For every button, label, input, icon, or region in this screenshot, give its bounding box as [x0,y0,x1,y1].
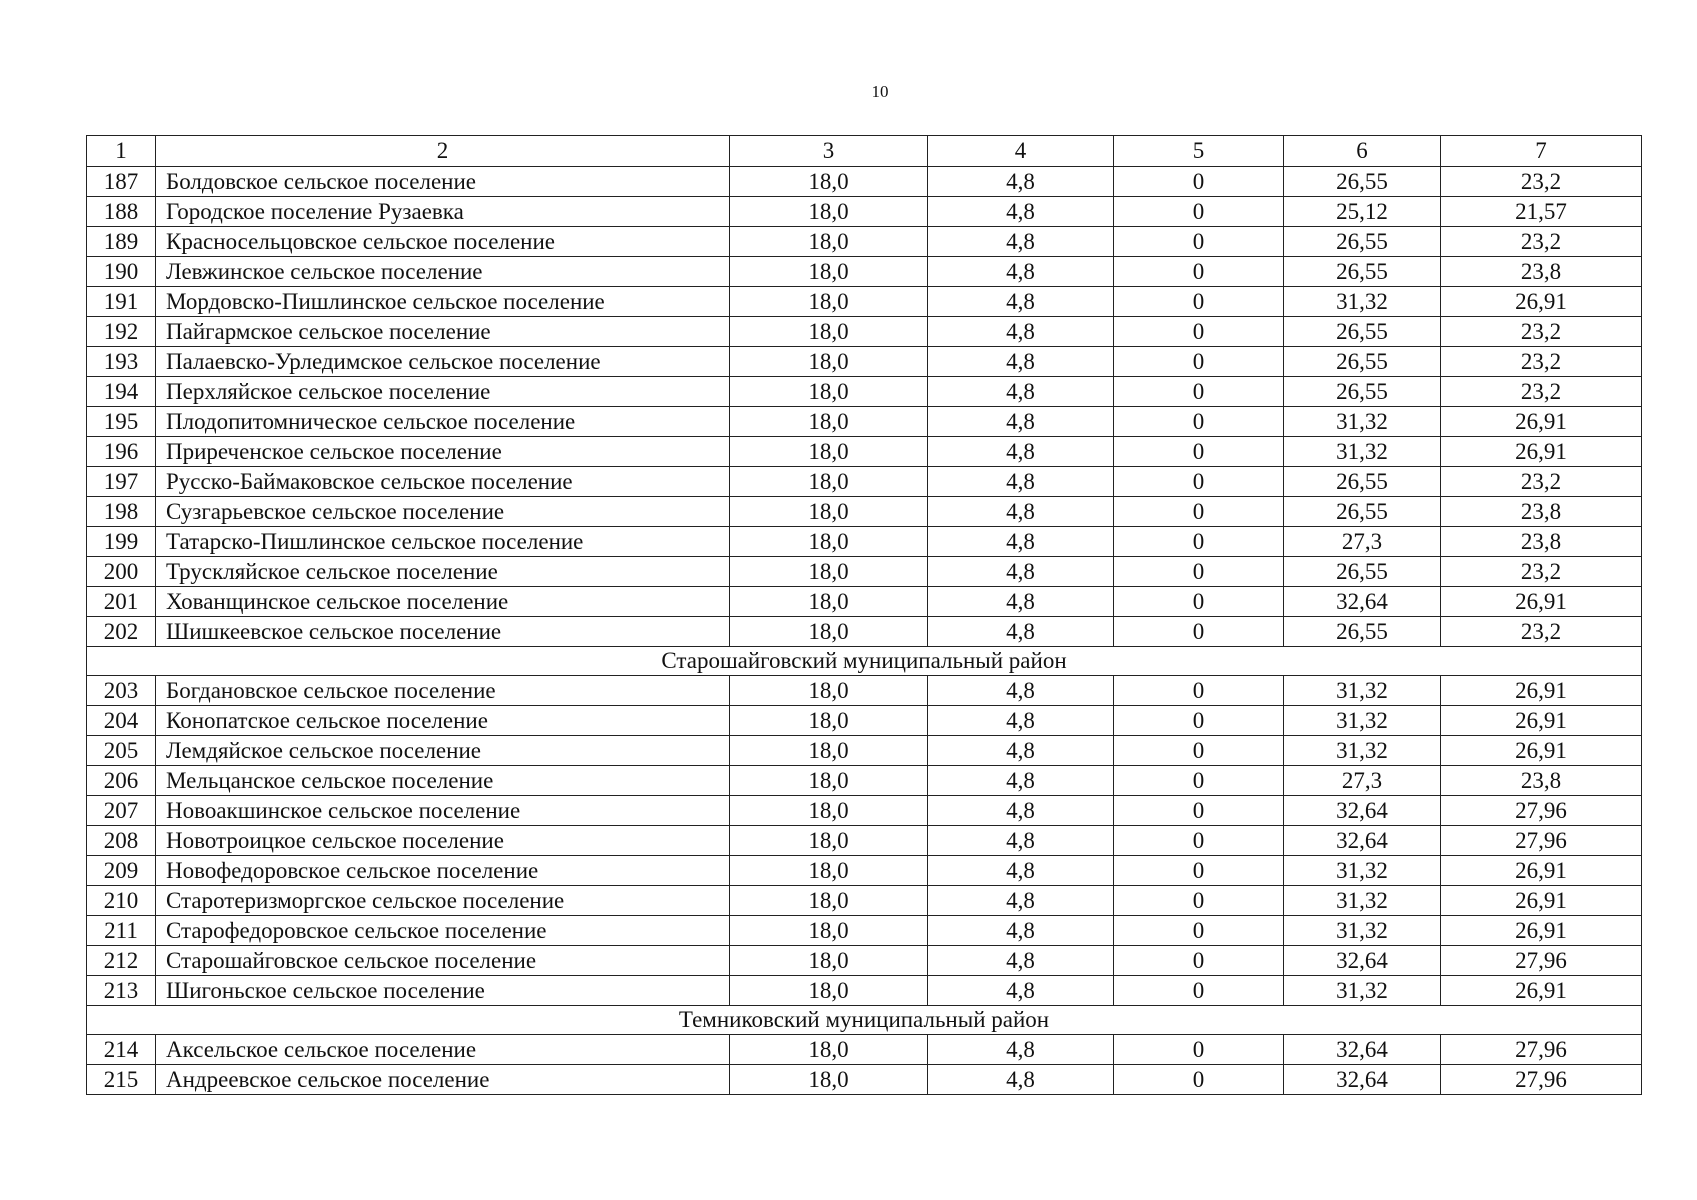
table-row [87,407,1642,437]
settlement-name: Хованщинское сельское поселение [156,587,730,617]
value-col-5: 0 [1114,736,1284,766]
value-col-5: 0 [1114,467,1284,497]
value-col-4: 4,8 [928,287,1114,317]
row-number: 202 [87,617,156,647]
section-header-row [87,1006,1642,1035]
settlement-name: Трускляйское сельское поселение [156,557,730,587]
value-col-7: 23,2 [1441,467,1642,497]
value-col-5: 0 [1114,557,1284,587]
value-col-7: 26,91 [1441,437,1642,467]
value-col-4: 4,8 [928,407,1114,437]
row-number: 194 [87,377,156,407]
settlement-name: Новотроицкое сельское поселение [156,826,730,856]
table-row [87,287,1642,317]
value-col-4: 4,8 [928,377,1114,407]
value-col-6: 31,32 [1284,916,1441,946]
value-col-6: 32,64 [1284,826,1441,856]
value-col-6: 26,55 [1284,377,1441,407]
settlement-name: Палаевско-Урледимское сельское поселение [156,347,730,377]
value-col-5: 0 [1114,766,1284,796]
value-col-3: 18,0 [730,736,928,766]
value-col-7: 23,8 [1441,257,1642,287]
value-col-5: 0 [1114,617,1284,647]
value-col-7: 21,57 [1441,197,1642,227]
value-col-6: 31,32 [1284,676,1441,706]
table-row [87,437,1642,467]
table-row [87,617,1642,647]
value-col-3: 18,0 [730,497,928,527]
row-number: 211 [87,916,156,946]
table-row [87,1065,1642,1095]
table-row [87,167,1642,197]
table-row [87,676,1642,706]
row-number: 191 [87,287,156,317]
value-col-7: 23,2 [1441,317,1642,347]
value-col-6: 26,55 [1284,257,1441,287]
value-col-5: 0 [1114,287,1284,317]
settlement-name: Старотеризморгское сельское поселение [156,886,730,916]
value-col-4: 4,8 [928,167,1114,197]
row-number: 188 [87,197,156,227]
value-col-4: 4,8 [928,1065,1114,1095]
settlement-name: Русско-Баймаковское сельское поселение [156,467,730,497]
value-col-3: 18,0 [730,1035,928,1065]
value-col-4: 4,8 [928,587,1114,617]
value-col-7: 23,8 [1441,766,1642,796]
value-col-3: 18,0 [730,916,928,946]
value-col-7: 26,91 [1441,706,1642,736]
row-number: 203 [87,676,156,706]
value-col-4: 4,8 [928,766,1114,796]
row-number: 206 [87,766,156,796]
settlement-name: Сузгарьевское сельское поселение [156,497,730,527]
value-col-5: 0 [1114,946,1284,976]
value-col-5: 0 [1114,257,1284,287]
value-col-5: 0 [1114,527,1284,557]
table-row [87,377,1642,407]
value-col-3: 18,0 [730,856,928,886]
settlement-name: Старофедоровское сельское поселение [156,916,730,946]
value-col-7: 23,2 [1441,557,1642,587]
value-col-4: 4,8 [928,886,1114,916]
table-row [87,736,1642,766]
value-col-5: 0 [1114,826,1284,856]
value-col-4: 4,8 [928,527,1114,557]
table-row [87,467,1642,497]
settlement-name: Лемдяйское сельское поселение [156,736,730,766]
value-col-4: 4,8 [928,467,1114,497]
value-col-5: 0 [1114,706,1284,736]
row-number: 215 [87,1065,156,1095]
value-col-6: 25,12 [1284,197,1441,227]
value-col-6: 32,64 [1284,587,1441,617]
value-col-3: 18,0 [730,527,928,557]
settlement-name: Новоакшинское сельское поселение [156,796,730,826]
value-col-6: 26,55 [1284,467,1441,497]
value-col-6: 26,55 [1284,617,1441,647]
row-number: 204 [87,706,156,736]
value-col-5: 0 [1114,587,1284,617]
value-col-4: 4,8 [928,1035,1114,1065]
value-col-7: 23,2 [1441,227,1642,257]
settlement-name: Аксельское сельское поселение [156,1035,730,1065]
value-col-6: 31,32 [1284,706,1441,736]
value-col-4: 4,8 [928,856,1114,886]
value-col-4: 4,8 [928,796,1114,826]
value-col-4: 4,8 [928,227,1114,257]
value-col-5: 0 [1114,676,1284,706]
settlement-name: Старошайговское сельское поселение [156,946,730,976]
table-row [87,347,1642,377]
table-row [87,317,1642,347]
value-col-3: 18,0 [730,377,928,407]
value-col-6: 32,64 [1284,1035,1441,1065]
section-header-row [87,647,1642,676]
column-header: 7 [1441,136,1642,167]
value-col-7: 26,91 [1441,676,1642,706]
row-number: 199 [87,527,156,557]
settlement-name: Приреченское сельское поселение [156,437,730,467]
column-header: 5 [1114,136,1284,167]
value-col-3: 18,0 [730,796,928,826]
value-col-3: 18,0 [730,287,928,317]
value-col-6: 32,64 [1284,1065,1441,1095]
row-number: 193 [87,347,156,377]
settlement-name: Мордовско-Пишлинское сельское поселение [156,287,730,317]
value-col-4: 4,8 [928,946,1114,976]
value-col-5: 0 [1114,796,1284,826]
value-col-3: 18,0 [730,317,928,347]
value-col-5: 0 [1114,1065,1284,1095]
value-col-3: 18,0 [730,407,928,437]
column-header: 2 [156,136,730,167]
table-row [87,796,1642,826]
value-col-6: 26,55 [1284,497,1441,527]
value-col-6: 27,3 [1284,766,1441,796]
value-col-5: 0 [1114,976,1284,1006]
value-col-3: 18,0 [730,347,928,377]
value-col-5: 0 [1114,916,1284,946]
value-col-4: 4,8 [928,557,1114,587]
value-col-7: 26,91 [1441,407,1642,437]
value-col-7: 23,2 [1441,347,1642,377]
value-col-3: 18,0 [730,976,928,1006]
value-col-7: 26,91 [1441,886,1642,916]
value-col-5: 0 [1114,407,1284,437]
row-number: 208 [87,826,156,856]
value-col-4: 4,8 [928,736,1114,766]
value-col-3: 18,0 [730,167,928,197]
value-col-4: 4,8 [928,706,1114,736]
data-table [86,135,1642,1095]
value-col-5: 0 [1114,437,1284,467]
value-col-7: 26,91 [1441,916,1642,946]
row-number: 189 [87,227,156,257]
value-col-3: 18,0 [730,1065,928,1095]
value-col-6: 26,55 [1284,557,1441,587]
value-col-4: 4,8 [928,916,1114,946]
value-col-4: 4,8 [928,826,1114,856]
settlement-name: Шигоньское сельское поселение [156,976,730,1006]
value-col-3: 18,0 [730,197,928,227]
settlement-name: Мельцанское сельское поселение [156,766,730,796]
value-col-4: 4,8 [928,676,1114,706]
row-number: 198 [87,497,156,527]
settlement-name: Перхляйское сельское поселение [156,377,730,407]
page-number: 10 [871,82,889,101]
value-col-6: 31,32 [1284,736,1441,766]
value-col-5: 0 [1114,497,1284,527]
settlement-name: Богдановское сельское поселение [156,676,730,706]
value-col-7: 26,91 [1441,587,1642,617]
value-col-7: 23,2 [1441,167,1642,197]
value-col-7: 27,96 [1441,1035,1642,1065]
value-col-7: 27,96 [1441,946,1642,976]
value-col-5: 0 [1114,886,1284,916]
value-col-7: 23,2 [1441,377,1642,407]
value-col-3: 18,0 [730,617,928,647]
value-col-7: 27,96 [1441,1065,1642,1095]
row-number: 205 [87,736,156,766]
column-header: 6 [1284,136,1441,167]
table-row [87,1035,1642,1065]
value-col-7: 23,8 [1441,527,1642,557]
value-col-3: 18,0 [730,706,928,736]
table-row [87,587,1642,617]
table-row [87,527,1642,557]
value-col-3: 18,0 [730,257,928,287]
value-col-6: 31,32 [1284,856,1441,886]
value-col-6: 31,32 [1284,976,1441,1006]
value-col-5: 0 [1114,167,1284,197]
row-number: 187 [87,167,156,197]
row-number: 200 [87,557,156,587]
value-col-4: 4,8 [928,976,1114,1006]
value-col-7: 26,91 [1441,976,1642,1006]
value-col-3: 18,0 [730,886,928,916]
value-col-7: 26,91 [1441,287,1642,317]
row-number: 212 [87,946,156,976]
value-col-7: 27,96 [1441,796,1642,826]
settlement-name: Левжинское сельское поселение [156,257,730,287]
settlement-name: Новофедоровское сельское поселение [156,856,730,886]
value-col-3: 18,0 [730,766,928,796]
value-col-4: 4,8 [928,197,1114,227]
row-number: 214 [87,1035,156,1065]
row-number: 209 [87,856,156,886]
table-row [87,946,1642,976]
table-row [87,886,1642,916]
settlement-name: Городское поселение Рузаевка [156,197,730,227]
value-col-6: 31,32 [1284,886,1441,916]
table-row [87,826,1642,856]
value-col-6: 26,55 [1284,317,1441,347]
table-row [87,227,1642,257]
table-row [87,706,1642,736]
section-title: Старошайговский муниципальный район [87,647,1642,676]
value-col-6: 32,64 [1284,796,1441,826]
value-col-3: 18,0 [730,676,928,706]
value-col-4: 4,8 [928,317,1114,347]
row-number: 207 [87,796,156,826]
value-col-4: 4,8 [928,617,1114,647]
row-number: 213 [87,976,156,1006]
settlement-name: Болдовское сельское поселение [156,167,730,197]
row-number: 210 [87,886,156,916]
settlement-name: Конопатское сельское поселение [156,706,730,736]
table-row [87,976,1642,1006]
settlement-name: Андреевское сельское поселение [156,1065,730,1095]
value-col-4: 4,8 [928,257,1114,287]
value-col-7: 23,8 [1441,497,1642,527]
table-body [87,136,1642,1095]
settlement-name: Пайгармское сельское поселение [156,317,730,347]
value-col-5: 0 [1114,317,1284,347]
settlement-name: Татарско-Пишлинское сельское поселение [156,527,730,557]
value-col-3: 18,0 [730,467,928,497]
value-col-3: 18,0 [730,587,928,617]
section-title: Темниковский муниципальный район [87,1006,1642,1035]
column-header: 1 [87,136,156,167]
value-col-6: 31,32 [1284,287,1441,317]
value-col-4: 4,8 [928,437,1114,467]
value-col-3: 18,0 [730,946,928,976]
value-col-6: 27,3 [1284,527,1441,557]
value-col-4: 4,8 [928,347,1114,377]
settlement-name: Красносельцовское сельское поселение [156,227,730,257]
table-row [87,856,1642,886]
table-header-row [87,136,1642,167]
value-col-6: 31,32 [1284,407,1441,437]
value-col-7: 26,91 [1441,856,1642,886]
table-row [87,557,1642,587]
row-number: 195 [87,407,156,437]
value-col-7: 26,91 [1441,736,1642,766]
value-col-5: 0 [1114,227,1284,257]
settlement-name: Шишкеевское сельское поселение [156,617,730,647]
value-col-5: 0 [1114,1035,1284,1065]
table-row [87,497,1642,527]
value-col-6: 26,55 [1284,347,1441,377]
row-number: 197 [87,467,156,497]
value-col-3: 18,0 [730,227,928,257]
value-col-6: 26,55 [1284,227,1441,257]
row-number: 192 [87,317,156,347]
value-col-7: 27,96 [1441,826,1642,856]
row-number: 201 [87,587,156,617]
value-col-4: 4,8 [928,497,1114,527]
table-row [87,257,1642,287]
value-col-7: 23,2 [1441,617,1642,647]
value-col-5: 0 [1114,347,1284,377]
value-col-3: 18,0 [730,557,928,587]
value-col-5: 0 [1114,197,1284,227]
value-col-5: 0 [1114,377,1284,407]
column-header: 4 [928,136,1114,167]
value-col-6: 32,64 [1284,946,1441,976]
row-number: 190 [87,257,156,287]
value-col-6: 26,55 [1284,167,1441,197]
value-col-3: 18,0 [730,437,928,467]
table-row [87,766,1642,796]
table-row [87,916,1642,946]
table-row [87,197,1642,227]
settlement-name: Плодопитомническое сельское поселение [156,407,730,437]
value-col-3: 18,0 [730,826,928,856]
column-header: 3 [730,136,928,167]
value-col-6: 31,32 [1284,437,1441,467]
value-col-5: 0 [1114,856,1284,886]
row-number: 196 [87,437,156,467]
